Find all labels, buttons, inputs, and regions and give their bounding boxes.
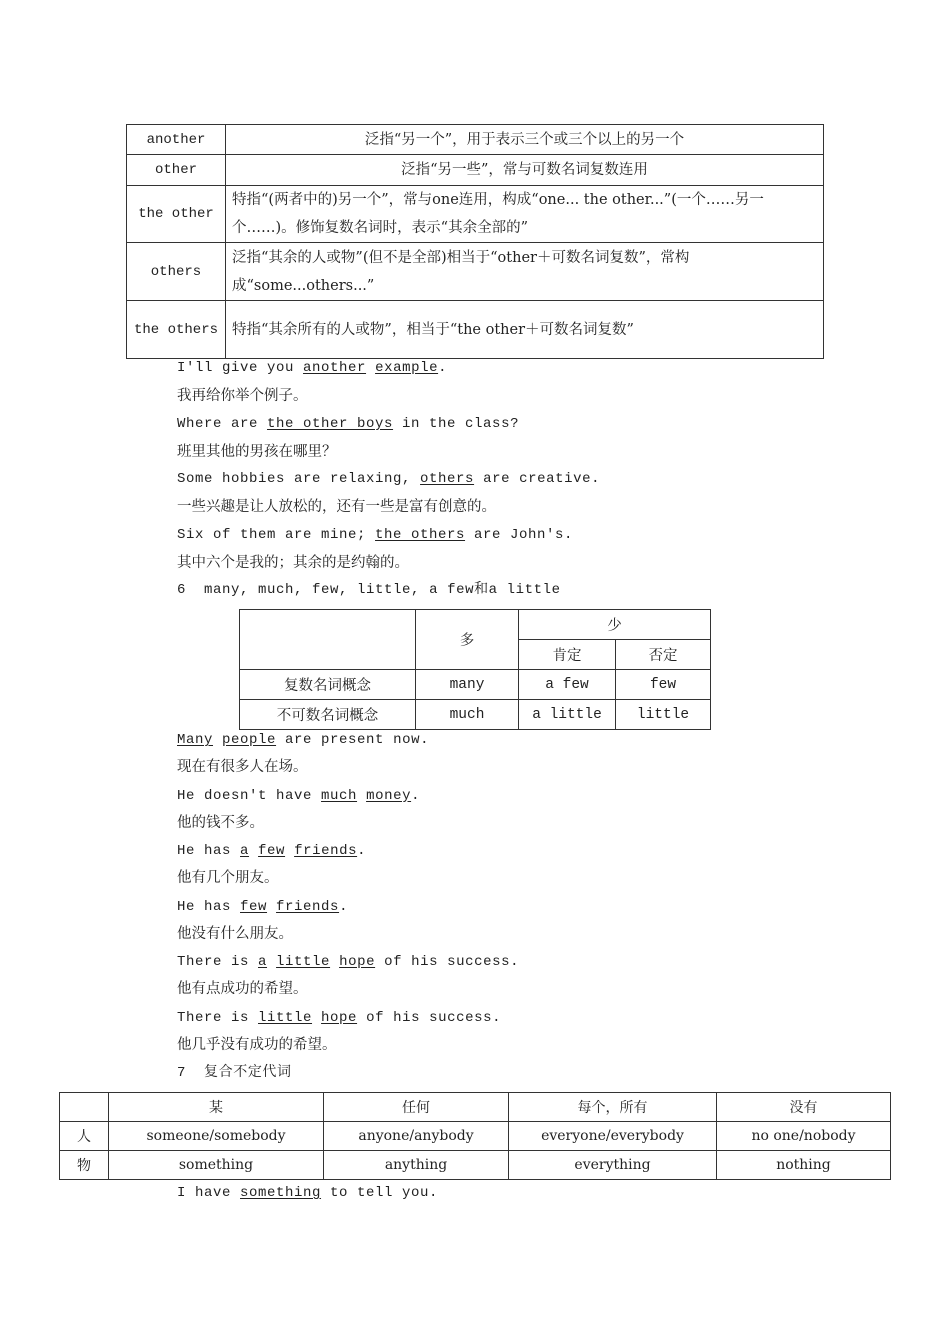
cell: no one/nobody [717, 1122, 891, 1151]
section-7-heading [177, 1063, 292, 1083]
sentence-text [357, 788, 366, 804]
underlined-word: hope [339, 954, 376, 970]
table-row [60, 1151, 891, 1180]
sentence-text: I'll give you [177, 360, 304, 376]
header-many: 多 [416, 610, 519, 670]
example-sentence-en [177, 358, 447, 378]
example-sentence-zh: 他的钱不多。 [177, 814, 264, 831]
cell-negative: few [616, 670, 711, 700]
cell: nothing [717, 1151, 891, 1180]
underlined-word: hope [321, 1009, 358, 1026]
term-cell: the other [127, 186, 226, 243]
sentence-text: Six of them are mine; [177, 526, 376, 543]
sentence-text [285, 843, 294, 859]
underlined-word: example [375, 360, 439, 376]
desc-cell: 特指“其余所有的人或物”，相当于“the other＋可数名词复数” [226, 301, 824, 359]
blank-cell [240, 610, 416, 670]
underlined-word: another [303, 360, 367, 376]
example-sentence-en [177, 1008, 501, 1028]
sentence-text: . [339, 898, 349, 915]
sentence-text: . [357, 843, 367, 859]
sentence-text: Some hobbies are relaxing, [177, 471, 421, 487]
example-sentence-en [177, 786, 420, 806]
underlined-word: little [276, 954, 331, 970]
cell: something [109, 1151, 324, 1180]
table-row [127, 186, 824, 243]
table-row [127, 125, 824, 155]
quantity-table [239, 609, 711, 730]
sentence-text: of his success. [357, 1009, 502, 1026]
example-sentence-en [177, 414, 519, 434]
table-row [240, 670, 711, 700]
underlined-word: money [366, 787, 412, 804]
sentence-text [366, 360, 375, 376]
example-sentence-en [177, 841, 366, 861]
sentence-text: are present now. [276, 732, 430, 748]
example-sentence-zh: 班里其他的男孩在哪里？ [177, 443, 337, 460]
sentence-text [330, 954, 339, 970]
underlined-word: the others [375, 526, 466, 543]
cell-many: much [416, 700, 519, 730]
underlined-word: little [258, 1009, 313, 1026]
example-sentence-zh: 我再给你举个例子。 [177, 388, 308, 404]
sentence-text: Where are [177, 415, 268, 432]
example-sentence-zh: 他有点成功的希望。 [177, 981, 308, 997]
cell: everything [509, 1151, 717, 1180]
cell: anyone/anybody [324, 1122, 509, 1151]
underlined-word: friends [294, 843, 358, 859]
term-cell: the others [127, 301, 226, 359]
sentence-text [267, 899, 276, 915]
example-sentence-en [177, 1183, 438, 1203]
blank-cell [60, 1093, 109, 1122]
table-row [127, 155, 824, 186]
pronoun-table [126, 124, 824, 359]
header-some: 某 [109, 1093, 324, 1122]
cell: anything [324, 1151, 509, 1180]
section-number: 7 [177, 1065, 187, 1081]
sentence-text: He has [177, 898, 241, 915]
term-cell: other [127, 155, 226, 186]
row-label-person: 人 [60, 1122, 109, 1151]
example-sentence-zh: 他没有什么朋友。 [177, 925, 293, 942]
underlined-word: something [240, 1185, 322, 1201]
example-sentence-en [177, 525, 573, 545]
table-row [127, 243, 824, 301]
term-cell: others [127, 243, 226, 301]
sentence-text [249, 843, 258, 859]
sentence-text: He has [177, 843, 241, 859]
cell-positive: a little [519, 700, 616, 730]
sentence-text: are John's. [465, 526, 574, 543]
sentence-text [267, 954, 276, 970]
cell-negative: little [616, 700, 711, 730]
section-number: 6 [177, 582, 187, 598]
example-sentence-zh: 一些兴趣是让人放松的，还有一些是富有创意的。 [177, 499, 496, 515]
sentence-text: There is [177, 1009, 259, 1026]
underlined-word: friends [276, 898, 340, 915]
table-row [240, 700, 711, 730]
sentence-text: are creative. [474, 471, 601, 487]
header-every: 每个，所有 [509, 1093, 717, 1122]
underlined-word: Many [177, 732, 214, 748]
header-any: 任何 [324, 1093, 509, 1122]
underlined-word: much [321, 787, 358, 804]
sentence-text [213, 732, 222, 748]
example-sentence-zh: 他几乎没有成功的希望。 [177, 1036, 337, 1053]
header-few: 少 [519, 610, 711, 640]
sentence-text: He doesn't have [177, 787, 322, 804]
underlined-word: the other boys [267, 415, 394, 432]
sentence-text [312, 1010, 321, 1026]
table-row [127, 301, 824, 359]
table-row [240, 610, 711, 640]
sentence-text: in the class? [393, 415, 520, 432]
sentence-text: to tell you. [321, 1185, 439, 1201]
compound-pronoun-table [59, 1092, 891, 1180]
underlined-word: few [258, 843, 286, 859]
term-cell: another [127, 125, 226, 155]
section-title: 复合不定代词 [204, 1065, 292, 1081]
sentence-text: I have [177, 1185, 241, 1201]
header-negative: 否定 [616, 640, 711, 670]
underlined-word: others [420, 471, 475, 487]
underlined-word: people [222, 732, 277, 748]
underlined-word: a [240, 843, 250, 859]
cell-many: many [416, 670, 519, 700]
sentence-text: . [438, 360, 448, 376]
example-sentence-zh: 他有几个朋友。 [177, 870, 279, 886]
example-sentence-en [177, 469, 600, 489]
row-label-thing: 物 [60, 1151, 109, 1180]
row-label: 不可数名词概念 [240, 700, 416, 730]
cell: everyone/everybody [509, 1122, 717, 1151]
underlined-word: a [258, 954, 268, 970]
sentence-text: . [411, 787, 421, 804]
row-label: 复数名词概念 [240, 670, 416, 700]
desc-cell: 泛指“另一些”，常与可数名词复数连用 [226, 155, 824, 186]
cell: someone/somebody [109, 1122, 324, 1151]
sentence-text: of his success. [375, 954, 520, 970]
example-sentence-zh: 现在有很多人在场。 [177, 759, 308, 775]
example-sentence-zh: 其中六个是我的；其余的是约翰的。 [177, 554, 409, 571]
sentence-text: There is [177, 954, 259, 970]
underlined-word: few [240, 898, 268, 915]
cell-positive: a few [519, 670, 616, 700]
desc-cell: 特指“(两者中的)另一个”，常与one连用，构成“one... the other...”(一个……另一个……)。修饰复数名词时，表示“其余全部的” [226, 186, 824, 243]
table-row [60, 1093, 891, 1122]
section-6-heading [177, 580, 561, 600]
desc-cell: 泛指“另一个”，用于表示三个或三个以上的另一个 [226, 125, 824, 155]
example-sentence-en [177, 952, 519, 972]
section-title: many, much, few, little, a few和a little [204, 582, 561, 598]
example-sentence-en [177, 897, 348, 917]
header-positive: 肯定 [519, 640, 616, 670]
example-sentence-en [177, 730, 429, 750]
desc-cell: 泛指“其余的人或物”(但不是全部)相当于“other＋可数名词复数”，常构成“some...others...” [226, 243, 824, 301]
table-row [60, 1122, 891, 1151]
header-no: 没有 [717, 1093, 891, 1122]
